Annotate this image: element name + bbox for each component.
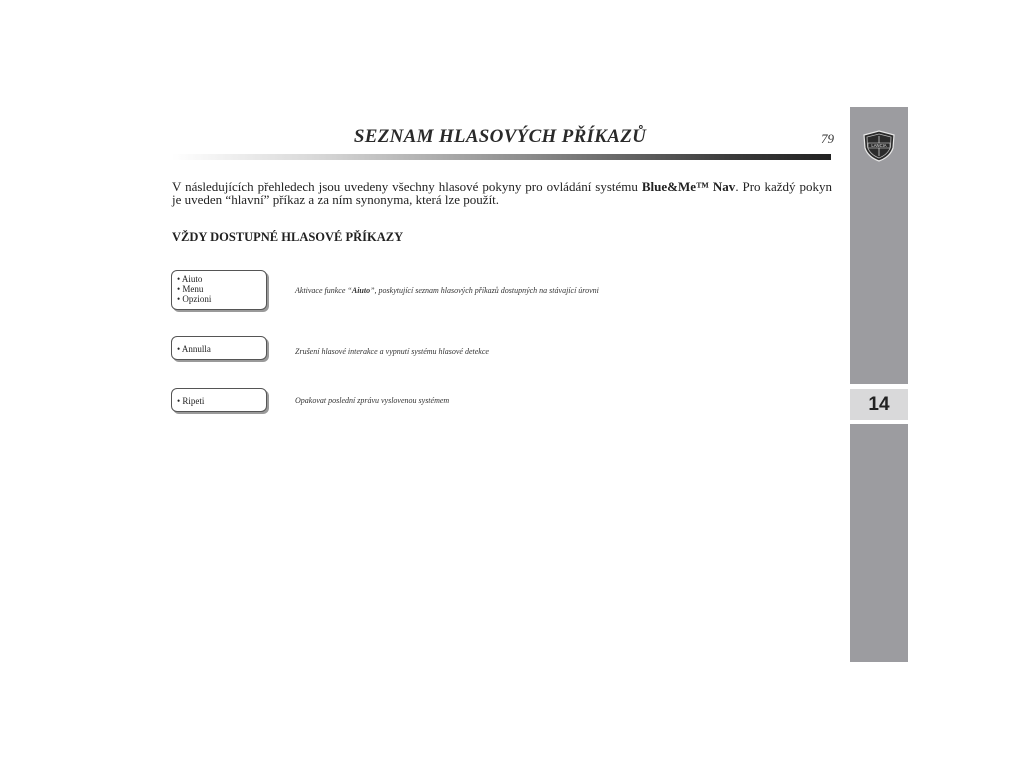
command-item: • Annulla — [177, 344, 211, 354]
desc-bold-keyword: Aiuto — [351, 286, 371, 295]
page-number: 79 — [821, 131, 834, 146]
desc-suffix: ”, poskytující seznam hlasových příkazů dostupných na stávající úrovni — [370, 286, 599, 295]
lancia-logo-icon — [862, 130, 896, 162]
command-item: • Ripeti — [177, 396, 205, 406]
svg-text:LANCIA: LANCIA — [871, 143, 887, 149]
command-box-cancel — [171, 336, 267, 360]
command-description-repeat: Opakovat poslední zprávu vyslovenou systémem — [295, 396, 450, 405]
command-description-cancel: Zrušení hlasové interakce a vypnutí systému hlasové detekce — [295, 347, 489, 356]
command-box-repeat — [171, 388, 267, 412]
intro-text-part2: . Pro každý pokyn je uveden “hlavní” příkaz a za ním synonyma, která lze použít. — [172, 179, 832, 207]
page-title: SEZNAM HLASOVÝCH PŘÍKAZŮ — [353, 126, 647, 147]
command-item: • Aiuto — [177, 274, 203, 284]
intro-brand: Blue&Me™ Nav — [641, 179, 736, 194]
chapter-number-tab: 14 — [850, 387, 908, 422]
intro-paragraph — [172, 180, 832, 206]
title-underline-rule — [172, 154, 831, 160]
command-description-help — [295, 286, 599, 295]
intro-text-part1: V následujících přehledech jsou uvedeny všechny hlasové pokyny pro ovládání systému — [172, 179, 642, 194]
desc-prefix: Aktivace funkce “ — [295, 286, 352, 295]
command-box-help — [171, 270, 267, 310]
chapter-tab-lower — [850, 424, 908, 662]
command-item: • Menu — [177, 284, 204, 294]
command-item: • Opzioni — [177, 294, 212, 304]
section-heading: VŽDY DOSTUPNÉ HLASOVÉ PŘÍKAZY — [172, 230, 404, 244]
